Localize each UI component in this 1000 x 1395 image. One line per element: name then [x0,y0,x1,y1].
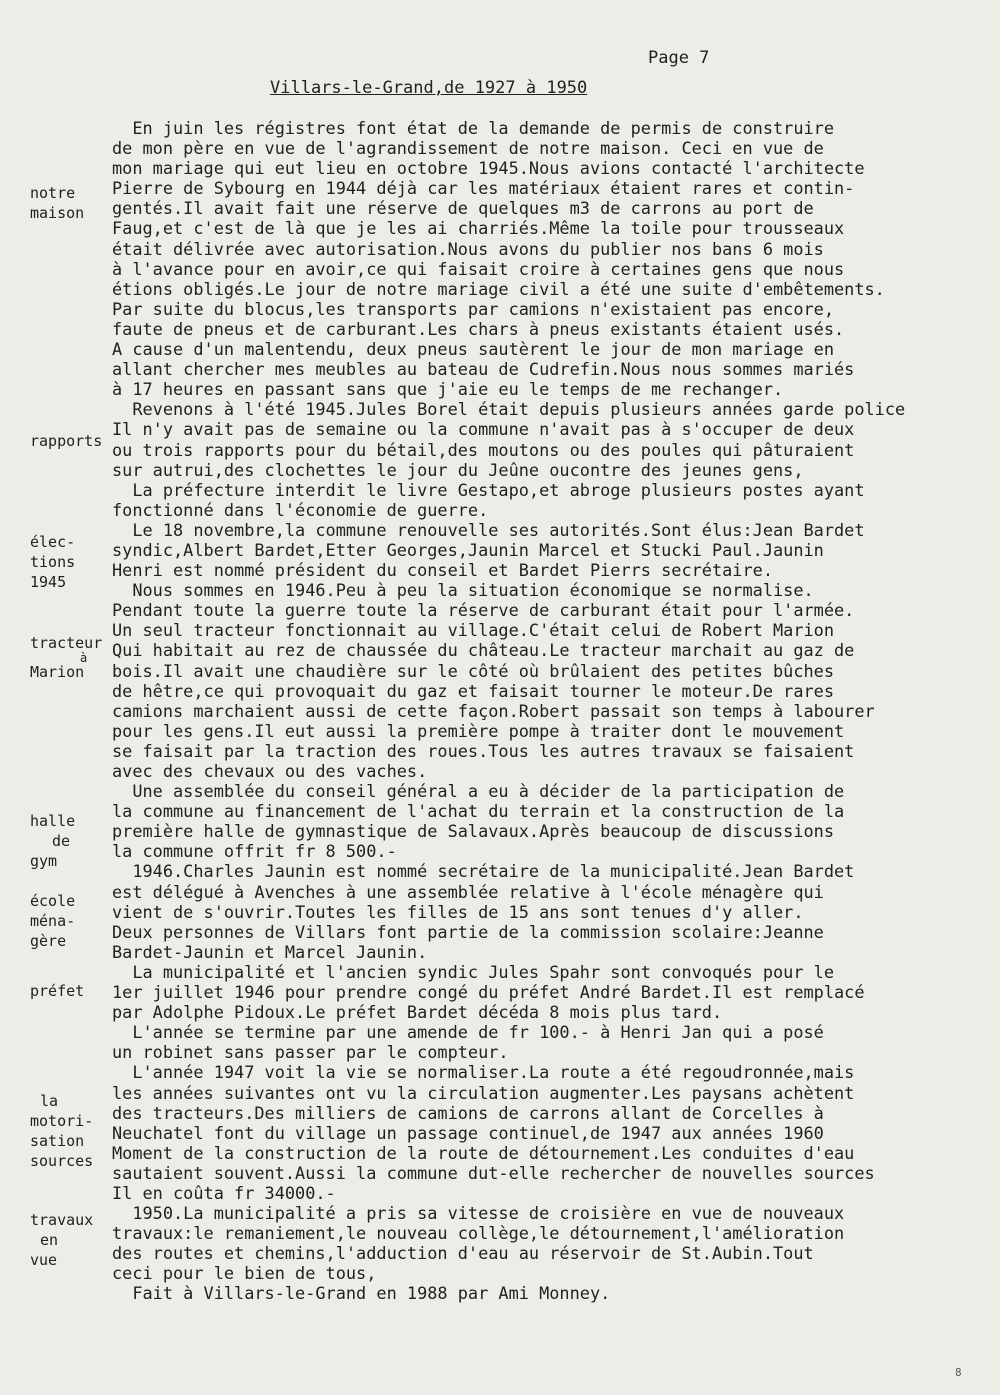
text-line: à l'avance pour en avoir,ce qui faisait croire à certaines gens que nous [112,258,845,279]
margin-note: en [40,1231,59,1249]
text-line: En juin les régistres font état de la demande de permis de construire [112,118,835,138]
margin-note: notre [30,184,76,202]
page-title: Villars-le-Grand,de 1927 à 1950 [270,78,588,98]
text-line: Qui habitait au rez de chaussée du château.Le tracteur marchait au gaz de [112,640,855,661]
text-line: La préfecture interdit le livre Gestapo,et abroge plusieurs postes ayant [112,479,865,500]
text-line: faute de pneus et de carburant.Les chars à pneus existants étaient usés. [112,318,845,339]
margin-note: travaux [30,1211,94,1229]
margin-note: à [80,651,88,665]
typed-text-body [112,118,987,1304]
text-line: Par suite du blocus,les transports par camions n'existaient pas encore, [112,298,835,319]
margin-note: motori- [30,1112,94,1130]
text-line: Neuchatel font du village un passage continuel,de 1947 aux années 1960 [112,1122,824,1143]
text-line: à 17 heures en passant sans que j'aie eu le temps de me rechanger. [112,379,784,400]
text-line: pour les gens.Il eut aussi la première pompe à traiter dont le mouvement [112,720,845,741]
text-line: Il n'y avait pas de semaine ou la commune n'avait pas à s'occuper de deux [112,419,855,440]
text-line: de mon père en vue de l'agrandissement de notre maison. Ceci en vue de [112,138,824,159]
margin-note: préfet [30,982,85,1000]
text-line: la commune offrit fr 8 500.- [112,841,397,862]
text-line: sautaient souvent.Aussi la commune dut-elle rechercher de nouvelles sources [112,1162,875,1183]
text-line: Pierre de Sybourg en 1944 déjà car les matériaux étaient rares et contin- [112,178,855,199]
margin-note: gère [30,932,67,950]
text-line: ou trois rapports pour du bétail,des moutons ou des poules qui pâturaient [112,439,855,460]
margin-note: la [40,1092,59,1110]
margin-note: école [30,892,76,910]
text-line: la commune au financement de l'achat du terrain et la construction de la [112,801,845,822]
text-line: Nous sommes en 1946.Peu à peu la situation économique se normalise. [112,580,814,601]
text-line: Deux personnes de Villars font partie de la commission scolaire:Jeanne [112,921,824,942]
text-line: 1950.La municipalité a pris sa vitesse de croisière en vue de nouveaux [112,1203,845,1224]
margin-note: vue [30,1251,58,1269]
text-line: gentés.Il avait fait une réserve de quelques m3 de carrons au port de [112,198,814,219]
margin-note: élec- [30,533,76,551]
text-line: sur autrui,des clochettes le jour du Jeûne oucontre des jeunes gens, [112,459,804,480]
text-line: Fait à Villars-le-Grand en 1988 par Ami Monney. [112,1283,611,1304]
text-line: L'année 1947 voit la vie se normaliser.La route a été regoudronnée,mais [112,1062,855,1083]
text-line: 1er juillet 1946 pour prendre congé du préfet André Bardet.Il est remplacé [112,982,865,1003]
text-line: Une assemblée du conseil général a eu à décider de la participation de [112,781,845,802]
page-number: Page 7 [648,48,710,68]
margin-note: maison [30,204,85,222]
text-line: par Adolphe Pidoux.Le préfet Bardet décéda 8 mois plus tard. [112,1002,723,1023]
text-line: Moment de la construction de la route de détournement.Les conduites d'eau [112,1142,855,1163]
margin-note: ména- [30,912,76,930]
text-line: un robinet sans passer par le compteur. [112,1042,509,1063]
text-line: était délivrée avec autorisation.Nous avons du publier nos bans 6 mois [112,238,824,259]
text-line: ceci pour le bien de tous, [112,1263,377,1284]
text-line: camions marchaient aussi de cette façon.Robert passait son temps à labourer [112,700,875,721]
margin-note: 1945 [30,573,67,591]
margin-note: de [52,832,71,850]
text-line: vient de s'ouvrir.Toutes les filles de 15 ans sont tenues d'y aller. [112,901,804,922]
margin-note: gym [30,852,58,870]
text-line: Un seul tracteur fonctionnait au village.C'était celui de Robert Marion [112,620,835,641]
text-line: étions obligés.Le jour de notre mariage civil a été une suite d'embêtements. [112,278,885,299]
text-line: les années suivantes ont vu la circulation augmenter.Les paysans achètent [112,1082,855,1103]
margin-note: sation [30,1132,85,1150]
margin-note: rapports [30,432,103,450]
text-line: Le 18 novembre,la commune renouvelle ses autorités.Sont élus:Jean Bardet [112,519,865,540]
text-line: Revenons à l'été 1945.Jules Borel était depuis plusieurs années garde police [112,399,906,420]
text-line: Il en coûta fr 34000.- [112,1182,336,1203]
text-line: Henri est nommé président du conseil et Bardet Pierrs secrétaire. [112,560,773,581]
text-line: syndic,Albert Bardet,Etter Georges,Jaunin Marcel et Stucki Paul.Jaunin [112,539,824,560]
margin-note: tions [30,553,76,571]
corner-mark: 8 [955,1366,962,1379]
text-line: des tracteurs.Des milliers de camions de carrons allant de Corcelles à [112,1102,824,1123]
text-line: des routes et chemins,l'adduction d'eau au réservoir de St.Aubin.Tout [112,1243,814,1264]
text-line: 1946.Charles Jaunin est nommé secrétaire de la municipalité.Jean Bardet [112,861,855,882]
text-line: se faisait par la traction des roues.Tous les autres travaux se faisaient [112,740,855,761]
text-line: est délégué à Avenches à une assemblée relative à l'école ménagère qui [112,881,824,902]
text-line: avec des chevaux ou des vaches. [112,761,428,781]
text-line: première halle de gymnastique de Salavaux.Après beaucoup de discussions [112,821,835,842]
margin-note: halle [30,812,76,830]
margin-note: Marion [30,663,85,681]
text-line: bois.Il avait une chaudière sur le côté où brûlaient des petites bûches [112,660,835,681]
text-line: travaux:le remaniement,le nouveau collège,le détournement,l'amélioration [112,1223,845,1244]
margin-notes [0,0,120,1395]
text-line: L'année se termine par une amende de fr 100.- à Henri Jan qui a posé [112,1022,824,1043]
text-line: allant chercher mes meubles au bateau de Cudrefin.Nous nous sommes mariés [112,359,855,380]
margin-note: tracteur [30,634,103,652]
text-line: A cause d'un malentendu, deux pneus sautèrent le jour de mon mariage en [112,339,835,360]
text-line: de hêtre,ce qui provoquait du gaz et faisait tourner le moteur.De rares [112,680,835,701]
text-line: Bardet-Jaunin et Marcel Jaunin. [112,941,428,962]
margin-note: sources [30,1152,94,1170]
text-line: Faug,et c'est de là que je les ai charriés.Même la toile pour trousseaux [112,218,845,239]
text-line: La municipalité et l'ancien syndic Jules Spahr sont convoqués pour le [112,961,835,982]
text-line: mon mariage qui eut lieu en octobre 1945.Nous avions contacté l'architecte [112,158,865,179]
text-line: Pendant toute la guerre toute la réserve de carburant était pour l'armée. [112,600,855,621]
text-line: fonctionné dans l'économie de guerre. [112,499,489,520]
